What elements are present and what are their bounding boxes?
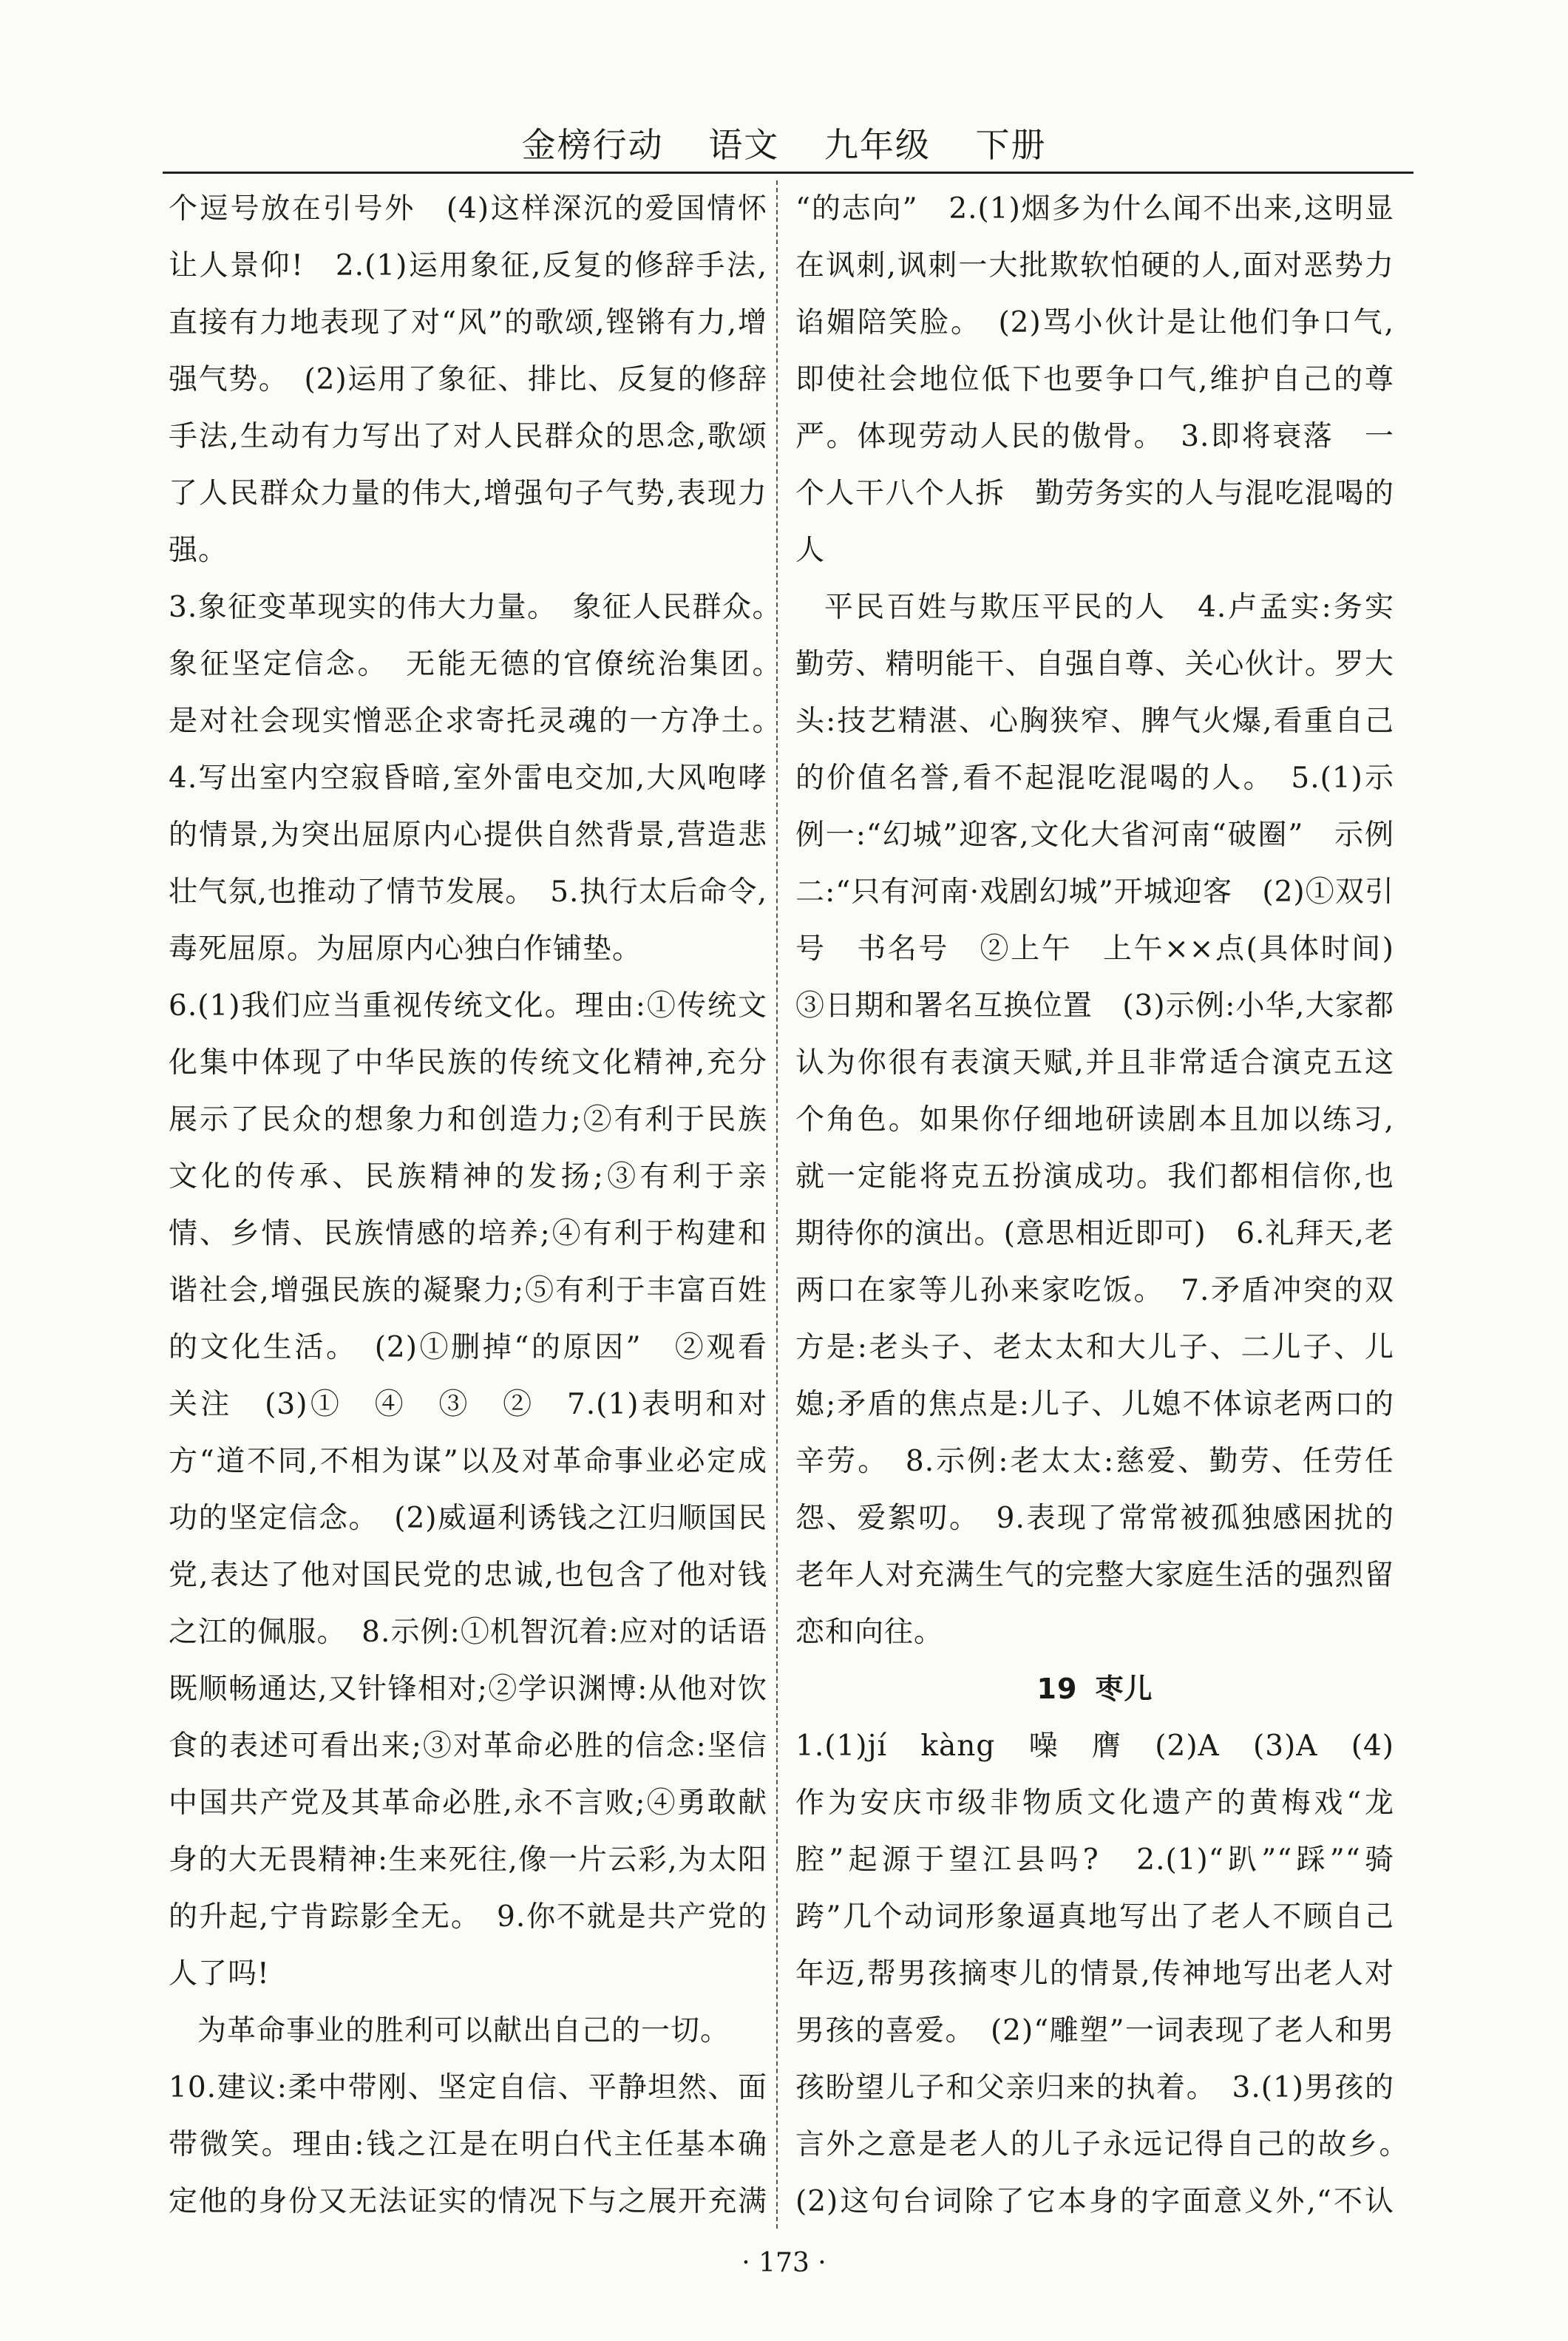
header-grade: 九年级 (824, 125, 931, 165)
right-paragraph-1: “的志向” 2.(1)烟多为什么闻不出来,这明显在讽刺,讽刺一大批欺软怕硬的人,面对恶势力谄媚陪笑脸。 (2)骂小伙计是让他们争口气,即使社会地位低下也要争口气,维护自己的尊严。体现劳动人民的傲骨。 3.即将衰落 一个人干八个人拆 勤劳务实的人与混吃混喝的人 (795, 192, 1394, 567)
left-paragraph-5: 10.建议:柔中带刚、坚定自信、平静坦然、面带微笑。理由:钱之江是在明白代主任基本确定他的身份又无法证实的情况下与之展开充满 (169, 2071, 767, 2218)
header-rule (163, 172, 1413, 174)
left-paragraph-1: 个逗号放在引号外 (4)这样深沉的爱国情怀让人景仰! 2.(1)运用象征,反复的修辞手法,直接有力地表现了对“风”的歌颂,铿锵有力,增强气势。 (2)运用了象征、排比、反复的修辞手法,生动有力写出了对人民群众的思念,歌颂了人民群众力量的伟大,增强句子气势,表现力强。 (169, 192, 767, 567)
left-column (169, 180, 767, 2229)
section-19-number: 19 (1036, 1673, 1078, 1705)
running-header (0, 118, 1568, 167)
header-subject: 语文 (708, 125, 780, 165)
section-19-title: 枣儿 (1095, 1673, 1153, 1705)
left-paragraph-2: 3.象征变革现实的伟大力量。 象征人民群众。 象征坚定信念。 无能无德的官僚统治集团。 是对社会现实憎恶企求寄托灵魂的一方净土。 4.写出室内空寂昏暗,室外雷电交加,大风咆哮的情景,为突出屈原内心提供自然背景,营造悲壮气氛,也推动了情节发展。 5.执行太后命令,毒死屈原。为屈原内心独白作铺垫。 (169, 591, 767, 966)
header-book-title: 金榜行动 (521, 125, 664, 165)
right-column (795, 180, 1394, 2229)
right-paragraph-3: 1.(1)jí kàng 噪 膺 (2)A (3)A (4)作为安庆市级非物质文化遗产的黄梅戏“龙腔”起源于望江县吗? 2.(1)“趴”“踩”“骑跨”几个动词形象逼真地写出了老人不顾自己年迈,帮男孩摘枣儿的情景,传神地写出老人对男孩的喜爱。 (2)“雕塑”一词表现了老人和男孩盼望儿子和父亲归来的执着。 3.(1)男孩的言外之意是老人的儿子永远记得自己的故乡。 (2)这句台词除了它本身的字面意义外,“不认 (795, 1730, 1394, 2218)
right-paragraph-2: 平民百姓与欺压平民的人 4.卢孟实:务实勤劳、精明能干、自强自尊、关心伙计。罗大头:技艺精湛、心胸狭窄、脾气火爆,看重自己的价值名誉,看不起混吃混喝的人。 5.(1)示例一:“幻城”迎客,文化大省河南“破圈” 示例二:“只有河南·戏剧幻城”开城迎客 (2)①双引号 书名号 ②上午 上午××点(具体时间) ③日期和署名互换位置 (3)示例:小华,大家都认为你很有表演天赋,并且非常适合演克五这个角色。如果你仔细地研读剧本且加以练习,就一定能将克五扮演成功。我们都相信你,也期待你的演出。(意思相近即可) 6.礼拜天,老两口在家等儿孙来家吃饭。 7.矛盾冲突的双方是:老头子、老太太和大儿子、二儿子、儿媳;矛盾的焦点是:儿子、儿媳不体谅老两口的辛劳。 8.示例:老太太:慈爱、勤劳、任劳任怨、爱絮叨。 9.表现了常常被孤独感困扰的老年人对充满生气的完整大家庭生活的强烈留恋和向往。 (795, 591, 1394, 1649)
column-divider (776, 180, 778, 2229)
left-paragraph-4: 为革命事业的胜利可以献出自己的一切。 (197, 2014, 730, 2047)
header-volume: 下册 (975, 125, 1047, 165)
left-paragraph-3: 6.(1)我们应当重视传统文化。理由:①传统文化集中体现了中华民族的传统文化精神,充分展示了民众的想象力和创造力;②有利于民族文化的传承、民族精神的发扬;③有利于亲情、乡情、民族情感的培养;④有利于构建和谐社会,增强民族的凝聚力;⑤有利于丰富百姓的文化生活。 (2)①删掉“的原因” ②观看 关注 (3)① ④ ③ ② 7.(1)表明和对方“道不同,不相为谋”以及对革命事业必定成功的坚定信念。 (2)威逼利诱钱之江归顺国民党,表达了他对国民党的忠诚,也包含了他对钱之江的佩服。 8.示例:①机智沉着:应对的话语既顺畅通达,又针锋相对;②学识渊博:从他对饮食的表述可看出来;③对革命必胜的信念:坚信中国共产党及其革命必胜,永不言败;④勇敢献身的大无畏精神:生来死往,像一片云彩,为太阳的升起,宁肯踪影全无。 9.你不就是共产党的人了吗! (169, 989, 767, 1991)
page-number: · 173 · (741, 2248, 827, 2278)
section-heading-19 (795, 1661, 1394, 1718)
